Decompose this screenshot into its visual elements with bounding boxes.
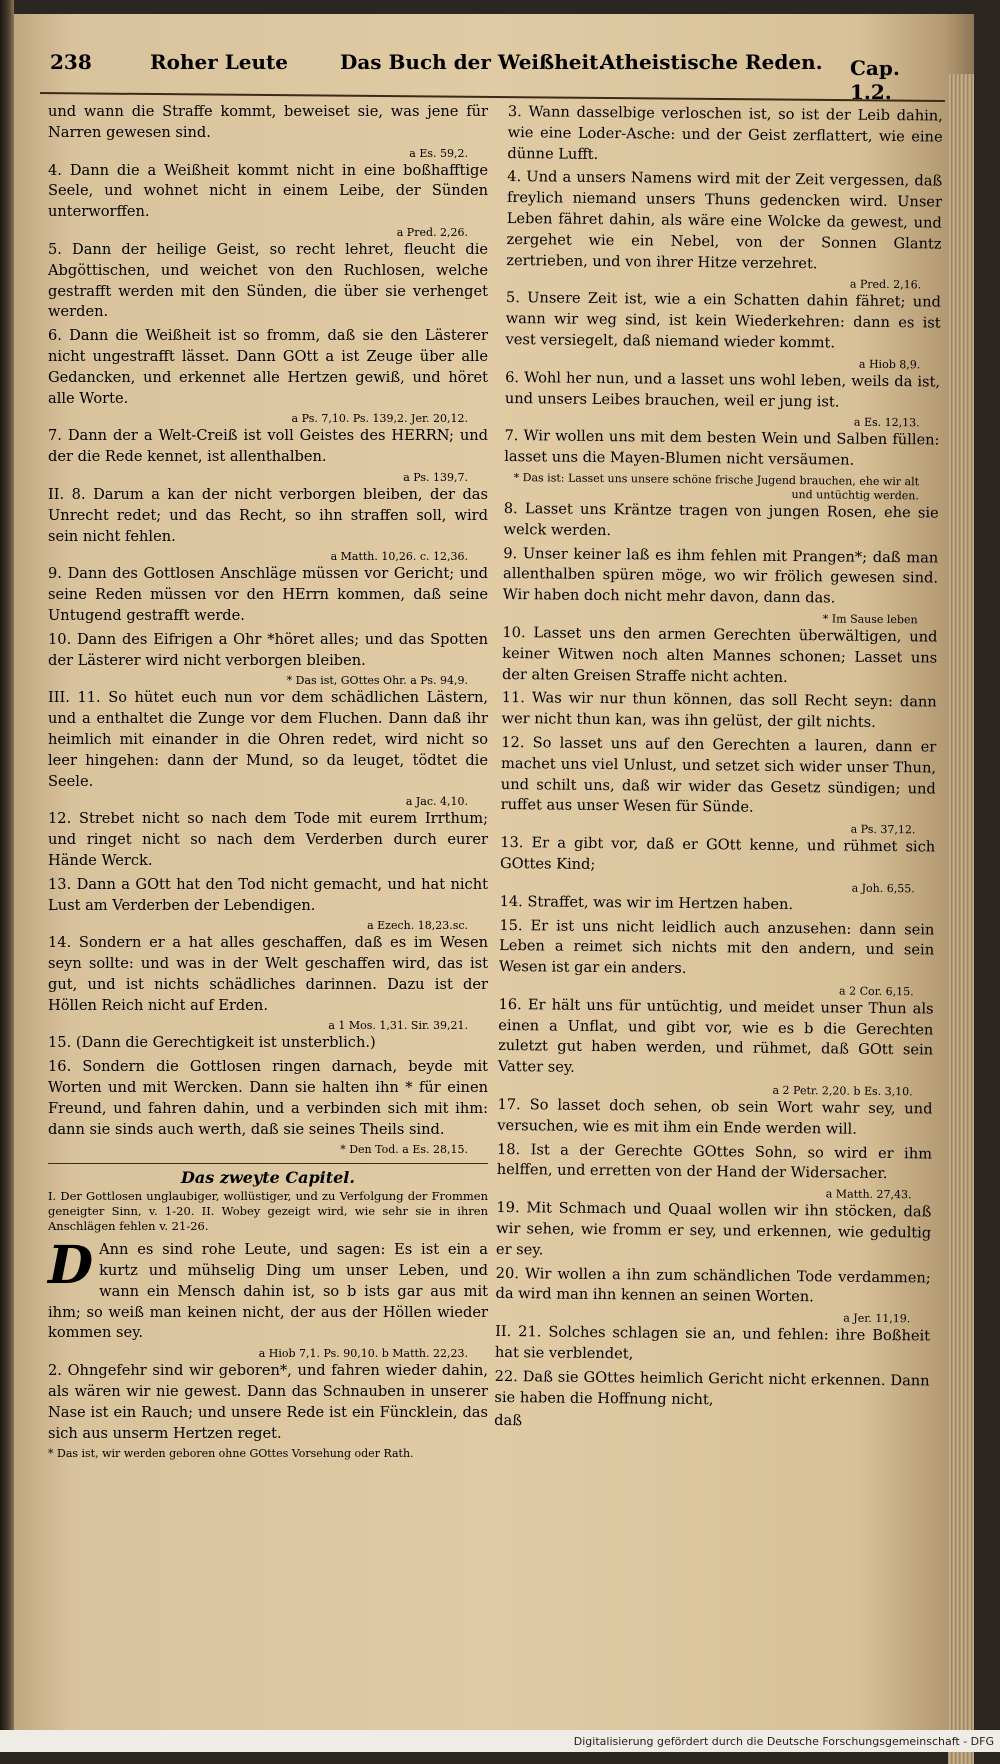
verse: 19. Mit Schmach und Quaal wollen wir ihn stöcken, daß wir sehen, wie fromm er sey, und erkennen, wie gedultig er sey. xyxy=(495,1199,932,1259)
verse: 9. Unser keiner laß es ihm fehlen mit Prangen*; daß man allenthalben spüren möge, wo wir frölich gewesen sind. Wir haben doch nicht mehr davon, dann das. xyxy=(502,544,939,607)
center-running-head: Das Buch der Weißheit. xyxy=(340,50,606,74)
verse: 7. Wir wollen uns mit dem besten Wein und Salben füllen: lasset uns die Mayen-Blumen nicht versäumen. xyxy=(504,427,940,469)
left-column xyxy=(48,102,488,1461)
verse-reference: * Im Sause leben xyxy=(822,612,918,627)
verse-reference: * Den Tod. a Es. 28,15. xyxy=(340,1143,468,1157)
chapter-first-verse xyxy=(48,1235,488,1344)
verse: 10. Lasset uns den armen Gerechten überwältigen, und keiner Witwen noch alten Mannes schonen; Lasset uns der alten Greisen Straffe nicht achten. xyxy=(501,623,938,686)
verse: 18. Ist a der Gerechte GOttes Sohn, so wird er ihm helffen, und erretten von der Hand der Widersacher. xyxy=(496,1140,933,1183)
verse: 16. Er hält uns für untüchtig, und meidet unser Thun als einen a Unflat, und gibt vor, wie es b die Gerechten zuletzt gut haben werden, und rühmet, daß GOtt sein Vatter sey. xyxy=(497,995,934,1077)
verse: 4. Und a unsers Namens wird mit der Zeit vergessen, daß freylich niemand unsers Thuns gedencken wird. Unser Leben fähret dahin, als wäre eine Wolcke da gewest, und zergehet wie ein Nebel, von der Sonnen Glantz zertrieben, und von ihrer Hitze verzehret. xyxy=(506,168,943,272)
verse-reference: a Ps. 139,7. xyxy=(403,470,468,484)
left-running-head: Roher Leute xyxy=(150,50,289,74)
verse: 12. So lasset uns auf den Gerechten a lauren, dann er machet uns viel Unlust, und setzet sich wider unser Thun, und schilt uns, daß wir wider das Gesetz sündigen; und ruffet aus unser Wesen für Sünde. xyxy=(500,733,937,816)
running-header xyxy=(40,40,940,104)
verse: 4. Dann die a Weißheit kommt nicht in eine boßhafftige Seele, und wohnet nicht in einem Leibe, der Sünden unterworffen. xyxy=(48,161,488,221)
verse: 16. Sondern die Gottlosen ringen darnach, beyde mit Worten und mit Wercken. Dann sie halten ihn * für einen Freund, und fahren dahin, und a verbinden sich mit ihm: dann sie sinds auch werth, daß sie seines Theils sind. xyxy=(48,1058,488,1138)
verse-reference: a Pred. 2,16. xyxy=(849,277,922,292)
verse-reference: a Joh. 6,55. xyxy=(851,881,915,896)
verse: und wann die Straffe kommt, beweiset sie, was jene für Narren gewesen sind. xyxy=(48,103,488,141)
verse: 12. Strebet nicht so nach dem Tode mit eurem Irrthum; und ringet nicht so nach dem Verderben durch eurer Hände Werck. xyxy=(48,810,488,869)
verse-reference: a Ezech. 18,23.sc. xyxy=(367,919,468,933)
verse: 10. Dann des Eifrigen a Ohr *höret alles; und das Spotten der Lästerer wird nicht verborgen bleiben. xyxy=(48,630,488,669)
chapter-divider xyxy=(48,1163,488,1164)
verse: III. 11. So hütet euch nun vor dem schädlichen Lästern, und a enthaltet die Zunge vor dem Fluchen. Dann daß ihr heimlich mit einander in die Ohren redet, wird nicht so leer hingehen: dann der Mund, so da leuget, tödtet die Seele. xyxy=(48,689,488,790)
page-number: 238 xyxy=(50,50,92,74)
verse-reference: a 2 Cor. 6,15. xyxy=(839,984,914,999)
verse-reference: a Jer. 11,19. xyxy=(843,1311,911,1326)
verse-reference: a 1 Mos. 1,31. Sir. 39,21. xyxy=(328,1019,468,1033)
first-verse-text: Ann es sind rohe Leute, und sagen: Es ist ein a kurtz und mühselig Ding um unser Leben, und wann ein Mensch dahin ist, so b ists gar aus mit ihm; so weiß man keinen nicht, der aus der Höllen wieder kommen sey. xyxy=(48,1241,488,1342)
verse: 5. Unsere Zeit ist, wie a ein Schatten dahin fähret; und wann wir weg sind, ist kein Wiederkehren: dann es ist vest versiegelt, daß niemand wieder kommt. xyxy=(505,289,942,352)
first-verse-reference: a Hiob 7,1. Ps. 90,10. b Matth. 22,23. xyxy=(258,1347,468,1361)
footer-bar xyxy=(0,1730,1000,1752)
verse-reference: a Ps. 7,10. Ps. 139,2. Jer. 20,12. xyxy=(291,412,468,426)
left-verse-list xyxy=(48,102,488,1157)
verse-reference: a Ps. 37,12. xyxy=(850,822,916,837)
drop-cap: D xyxy=(48,1235,94,1297)
page-stack-edge xyxy=(948,74,974,1764)
verse: 15. (Dann die Gerechtigkeit ist unsterblich.) xyxy=(48,1034,376,1052)
second-verse-note: * Das ist, wir werden geboren ohne GOttes Vorsehung oder Rath. xyxy=(48,1447,414,1461)
right-column xyxy=(494,102,943,1440)
verse-reference: a Matth. 10,26. c. 12,36. xyxy=(330,550,468,564)
second-verse: 2. Ohngefehr sind wir geboren*, und fahren wieder dahin, als wären wir nie gewest. Dann das Schnauben in unserer Nase ist ein Rauch; und unsere Rede ist ein Füncklein, das sich aus unserm Hertzen reget. xyxy=(48,1362,488,1442)
verse-reference: a Pred. 2,26. xyxy=(396,225,468,239)
chapter-reference: Cap. 1.2. xyxy=(850,56,900,104)
verse: 5. Dann der heilige Geist, so recht lehret, fleucht die Abgöttischen, und weichet von den Ruchlosen, welche gestrafft werden mit den Sünden, die über sie verhenget werden. xyxy=(48,240,488,321)
verse: 6. Dann die Weißheit ist so fromm, daß sie den Lästerer nicht ungestrafft lässet. Dann GOtt a ist Zeuge über alle Gedancken, und erkennet alle Hertzen gewiß, und höret alle Worte. xyxy=(48,327,488,407)
verse: 8. Lasset uns Kräntze tragen von jungen Rosen, ehe sie welck werden. xyxy=(503,499,939,539)
right-verse-list xyxy=(494,102,943,1437)
verse: 17. So lasset doch sehen, ob sein Wort wahr sey, und versuchen, wie es mit ihm ein Ende werden will. xyxy=(497,1096,933,1138)
verse: 7. Dann der a Welt-Creiß ist voll Geistes des HERRN; und der die Rede kennet, ist allenthalben. xyxy=(48,427,488,466)
verse: daß xyxy=(494,1412,523,1430)
verse-reference: a Jac. 4,10. xyxy=(405,795,468,809)
verse: II. 8. Darum a kan der nicht verborgen bleiben, der das Unrecht redet; und das Recht, so ihn straffen soll, wird sein nicht fehlen. xyxy=(48,485,488,545)
verse-reference: a Hiob 8,9. xyxy=(858,357,921,372)
verse: 20. Wir wollen a ihn zum schändlichen Tode verdammen; da wird man ihn kennen an seinen Worten. xyxy=(495,1264,931,1306)
book-spine-edge xyxy=(0,0,14,1752)
verse: 14. Sondern er a hat alles geschaffen, daß es im Wesen seyn sollte: und was in der Welt geschaffen wird, das ist gut, und ist nichts schädliches darinnen. Dazu ist der Höllen Reich nicht auf Erden. xyxy=(48,934,488,1014)
chapter-title: Das zweyte Capitel. xyxy=(181,1168,355,1188)
verse-reference: a Es. 59,2. xyxy=(409,146,468,160)
verse: II. 21. Solches schlagen sie an, und fehlen: ihre Boßheit hat sie verblendet, xyxy=(494,1323,931,1363)
verse: 6. Wohl her nun, und a lasset uns wohl leben, weils da ist, und unsers Leibes brauchen, weil er jung ist. xyxy=(504,368,941,411)
verse-reference: * Das ist: Lasset uns unsere schöne frische Jugend brauchen, ehe wir alt und untüchtig werden. xyxy=(513,471,920,503)
verse: 14. Straffet, was wir im Hertzen haben. xyxy=(499,892,794,913)
verse: 13. Dann a GOtt hat den Tod nicht gemacht, und hat nicht Lust am Verderben der Lebendigen. xyxy=(48,875,488,914)
verse-reference: a Matth. 27,43. xyxy=(825,1187,912,1202)
verse: 3. Wann dasselbige verloschen ist, so ist der Leib dahin, wie eine Loder-Asche: und der Geist zerflattert, wie eine dünne Lufft. xyxy=(507,102,943,163)
verse: 13. Er a gibt vor, daß er GOtt kenne, und rühmet sich GOttes Kind; xyxy=(499,834,936,873)
chapter-summary: I. Der Gottlosen unglaubiger, wollüstiger, und zu Verfolgung der Frommen geneigter Sinn, v. 1-20. II. Wobey gezeigt wird, wie sehr sie in ihren Anschlägen fehlen v. 21-26. xyxy=(48,1189,488,1234)
verse-reference: a Es. 12,13. xyxy=(853,415,920,430)
right-running-head: Atheistische Reden. xyxy=(600,50,823,74)
verse: 11. Was wir nur thun können, das soll Recht seyn: dann wer nicht thun kan, was ihn gelüst, der gilt nichts. xyxy=(501,689,937,732)
verse: 15. Er ist uns nicht leidlich auch anzusehen: dann sein Leben a reimet sich nichts mit den andern, und sein Wesen ist gar ein anders. xyxy=(498,916,935,978)
verse-reference: * Das ist, GOttes Ohr. a Ps. 94,9. xyxy=(286,674,468,688)
verse-reference: a 2 Petr. 2,20. b Es. 3,10. xyxy=(772,1083,913,1099)
verse: 9. Dann des Gottlosen Anschläge müssen vor Gericht; und seine Reden müssen vor den HErrn kommen, daß seine Untugend gestrafft werde. xyxy=(48,565,488,624)
footer-credit: Digitalisierung gefördert durch die Deutsche Forschungsgemeinschaft - DFG xyxy=(573,1735,994,1748)
verse: 22. Daß sie GOttes heimlich Gericht nicht erkennen. Dann sie haben die Hoffnung nicht, xyxy=(494,1367,930,1408)
